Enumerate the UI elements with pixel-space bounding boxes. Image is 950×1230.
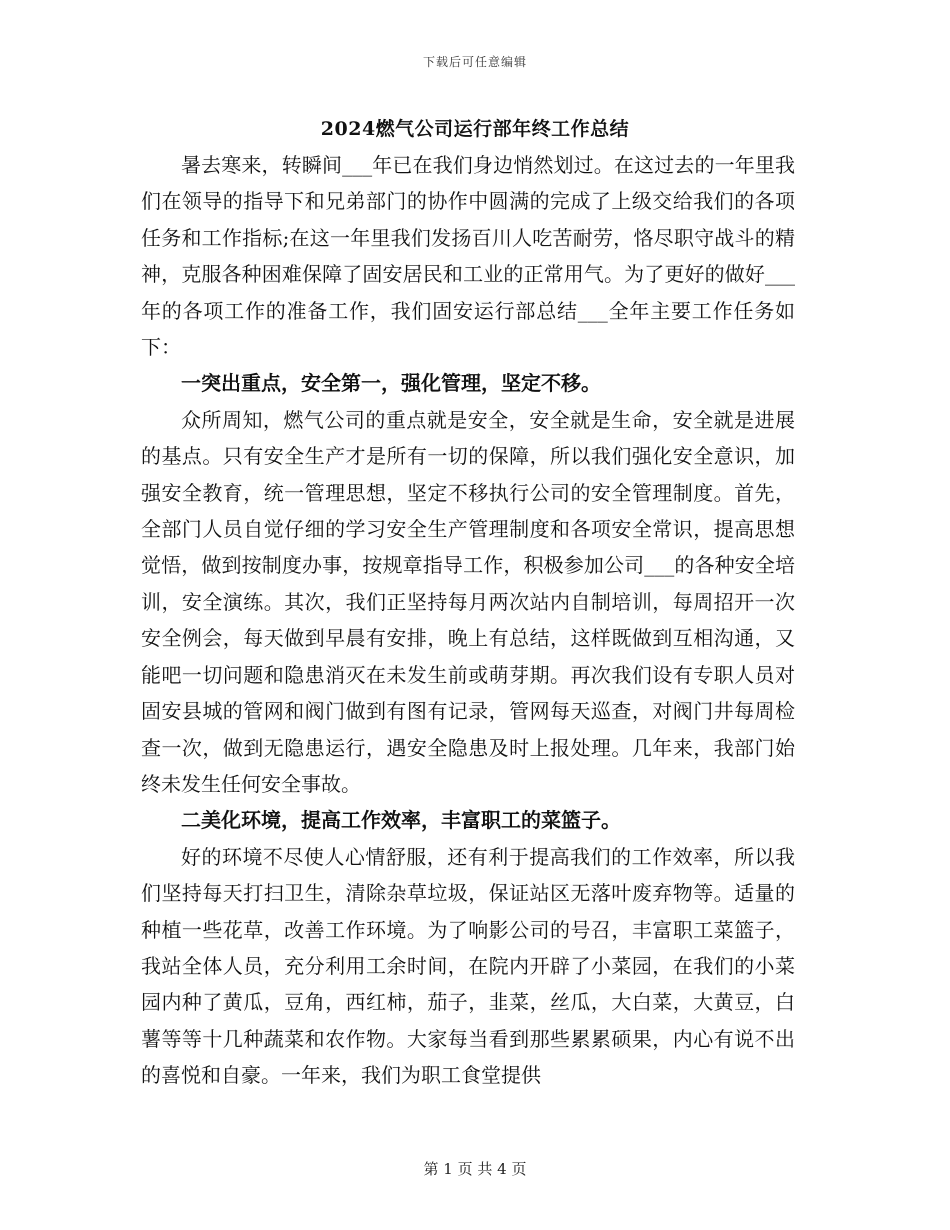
- section-2-paragraph: 好的环境不尽使人心情舒服，还有利于提高我们的工作效率，所以我们坚持每天打扫卫生，清除杂草垃圾，保证站区无落叶废弃物等。适量的种植一些花草，改善工作环境。为了响影公司的号召，丰富职工菜篮子，我站全体人员，充分利用工余时间，在院内开辟了小菜园，在我们的小菜园内种了黄瓜，豆角，西红柿，茄子，韭菜，丝瓜，大白菜，大黄豆，白薯等等十几种蔬菜和农作物。大家每当看到那些累累硕果，内心有说不出的喜悦和自豪。一年来，我们为职工食堂提供: [141, 844, 795, 1088]
- section-1-paragraph: 众所周知，燃气公司的重点就是安全，安全就是生命，安全就是进展的基点。只有安全生产才是所有一切的保障，所以我们强化安全意识，加强安全教育，统一管理思想，坚定不移执行公司的安全管理制度。首先，全部门人员自觉仔细的学习安全生产管理制度和各项安全常识，提高思想觉悟，做到按制度办事，按规章指导工作，积极参加公司___的各种安全培训，安全演练。其次，我们正坚持每月两次站内自制培训，每周招开一次安全例会，每天做到早晨有安排，晚上有总结，这样既做到互相沟通，又能吧一切问题和隐患消灭在未发生前或萌芽期。再次我们设有专职人员对固安县城的管网和阀门做到有图有记录，管网每天巡查，对阀门井每周检查一次，做到无隐患运行，遇安全隐患及时上报处理。几年来，我部门始终未发生任何安全事故。: [141, 407, 795, 796]
- document-title: 2024燃气公司运行部年终工作总结: [320, 118, 630, 140]
- section-heading-1: 一突出重点，安全第一，强化管理，坚定不移。: [181, 371, 601, 396]
- document-body: [141, 147, 795, 1094]
- page-header-note: 下载后可任意编辑: [422, 55, 527, 69]
- intro-paragraph: 暑去寒来，转瞬间___年已在我们身边悄然划过。在这过去的一年里我们在领导的指导下和兄弟部门的协作中圆满的完成了上级交给我们的各项任务和工作指标;在这一年里我们发扬百川人吃苦耐劳，恪尽职守战斗的精神，克服各种困难保障了固安居民和工业的正常用气。为了更好的做好___年的各项工作的准备工作，我们固安运行部总结___全年主要工作任务如下：: [141, 153, 795, 360]
- section-heading-2: 二美化环境，提高工作效率，丰富职工的菜篮子。: [181, 808, 621, 833]
- page-footer-number: 第 1 页 共 4 页: [423, 1160, 527, 1178]
